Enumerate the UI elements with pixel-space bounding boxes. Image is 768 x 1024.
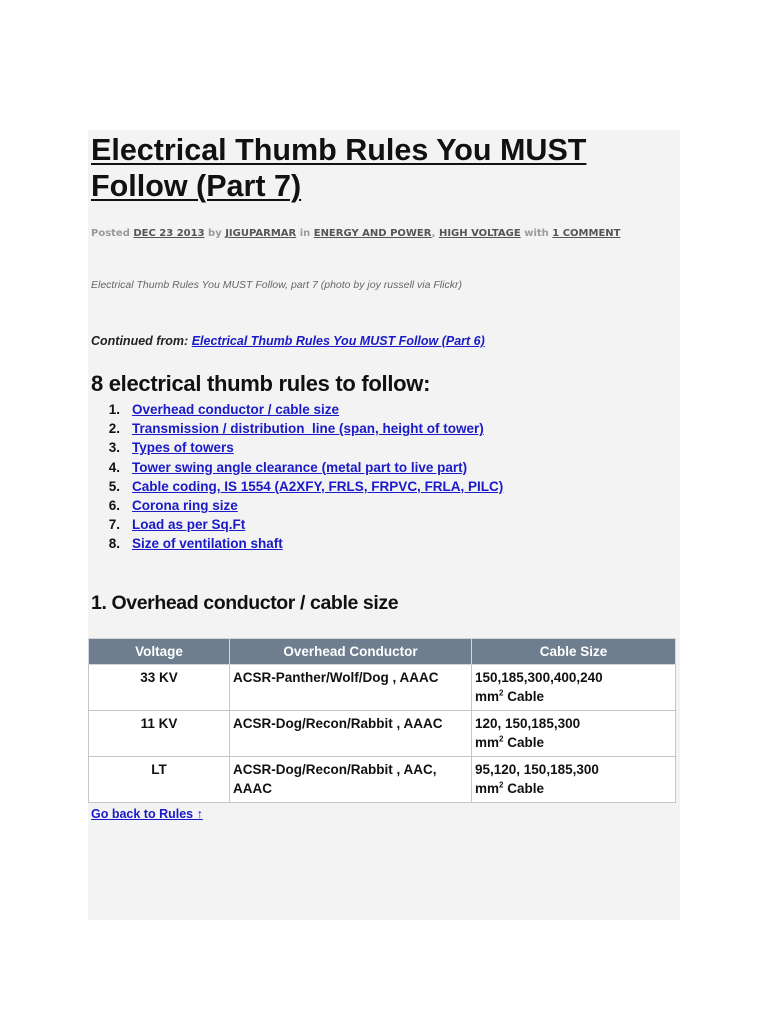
table-row (89, 711, 676, 757)
unit-exponent: 2 (499, 734, 504, 744)
unit: mm (475, 689, 500, 704)
unit: mm (475, 781, 500, 796)
continued-from (91, 334, 671, 348)
voltage-cell: 11 KV (89, 711, 230, 757)
photo-caption: Electrical Thumb Rules You MUST Follow, part 7 (photo by joy russell via Flickr) (91, 279, 462, 291)
in-label: in (299, 228, 311, 239)
back-to-rules-link[interactable]: Go back to Rules ↑ (91, 807, 203, 821)
list-item (91, 477, 591, 496)
column-header: Overhead Conductor (230, 639, 472, 665)
rules-heading: 8 electrical thumb rules to follow: (91, 371, 431, 396)
list-item (91, 496, 591, 515)
section-heading: 1. Overhead conductor / cable size (91, 592, 399, 614)
list-item (91, 438, 591, 457)
list-item (91, 400, 591, 419)
cable-suffix: Cable (507, 781, 544, 796)
posted-label: Posted (91, 228, 130, 239)
unit-exponent: 2 (499, 688, 504, 698)
column-header: Cable Size (472, 639, 676, 665)
category-link-high-voltage[interactable]: HIGH VOLTAGE (438, 228, 521, 239)
cable-sizes: 150,185,300,400,240 (475, 670, 603, 685)
conductor-cell: ACSR-Dog/Recon/Rabbit , AAC, AAAC (230, 757, 472, 803)
rules-list (91, 400, 591, 554)
list-item (91, 515, 591, 534)
cable-size-cell (472, 757, 676, 803)
rule-number: 3. (108, 440, 120, 456)
category-link-energy[interactable]: ENERGY AND POWER (313, 228, 432, 239)
post-date-link[interactable]: DEC 23 2013 (133, 228, 205, 239)
rule-number: 7. (108, 517, 120, 533)
column-header: Voltage (89, 639, 230, 665)
article-title[interactable]: Electrical Thumb Rules You MUST Follow (Part 7) (91, 133, 587, 203)
list-item (91, 419, 591, 438)
rule-number: 2. (108, 421, 120, 437)
post-meta (91, 228, 671, 239)
list-item (91, 458, 591, 477)
cable-size-cell (472, 665, 676, 711)
list-item (91, 534, 591, 553)
cable-suffix: Cable (507, 735, 544, 750)
table-header-row (89, 639, 676, 665)
table-row (89, 665, 676, 711)
unit-exponent: 2 (499, 780, 504, 790)
conductor-table (88, 638, 676, 803)
conductor-cell: ACSR-Dog/Recon/Rabbit , AAAC (230, 711, 472, 757)
cable-suffix: Cable (507, 689, 544, 704)
unit: mm (475, 735, 500, 750)
rule-number: 8. (108, 536, 120, 552)
rule-number: 1. (108, 402, 120, 417)
continued-label: Continued from: (91, 334, 189, 348)
rule-link[interactable]: Size of ventilation shaft (132, 536, 283, 552)
rule-link[interactable]: Tower swing angle clearance (metal part to live part) (132, 459, 468, 475)
rule-number: 6. (108, 497, 120, 513)
with-label: with (524, 228, 549, 239)
continued-link[interactable]: Electrical Thumb Rules You MUST Follow (Part 6) (191, 334, 485, 348)
cable-sizes: 95,120, 150,185,300 (475, 762, 599, 777)
voltage-cell: LT (89, 757, 230, 803)
cable-sizes: 120, 150,185,300 (475, 716, 581, 731)
rule-link[interactable]: Cable coding, IS 1554 (A2XFY, FRLS, FRPVC, FRLA, PILC) (132, 478, 504, 494)
category-separator: , (431, 228, 436, 239)
rule-number: 5. (108, 478, 120, 494)
rule-link[interactable]: Corona ring size (132, 497, 238, 513)
rule-link[interactable]: Load as per Sq.Ft (132, 517, 246, 533)
comments-link[interactable]: 1 COMMENT (552, 228, 621, 239)
rule-link[interactable]: Overhead conductor / cable size (132, 402, 340, 417)
by-label: by (208, 228, 222, 239)
rule-link[interactable]: Transmission / distribution line (span, height of tower) (132, 421, 484, 437)
cable-size-cell (472, 711, 676, 757)
table-row (89, 757, 676, 803)
author-link[interactable]: JIGUPARMAR (225, 228, 297, 239)
rule-link[interactable]: Types of towers (132, 440, 234, 456)
rule-number: 4. (108, 459, 120, 475)
conductor-cell: ACSR-Panther/Wolf/Dog , AAAC (230, 665, 472, 711)
voltage-cell: 33 KV (89, 665, 230, 711)
